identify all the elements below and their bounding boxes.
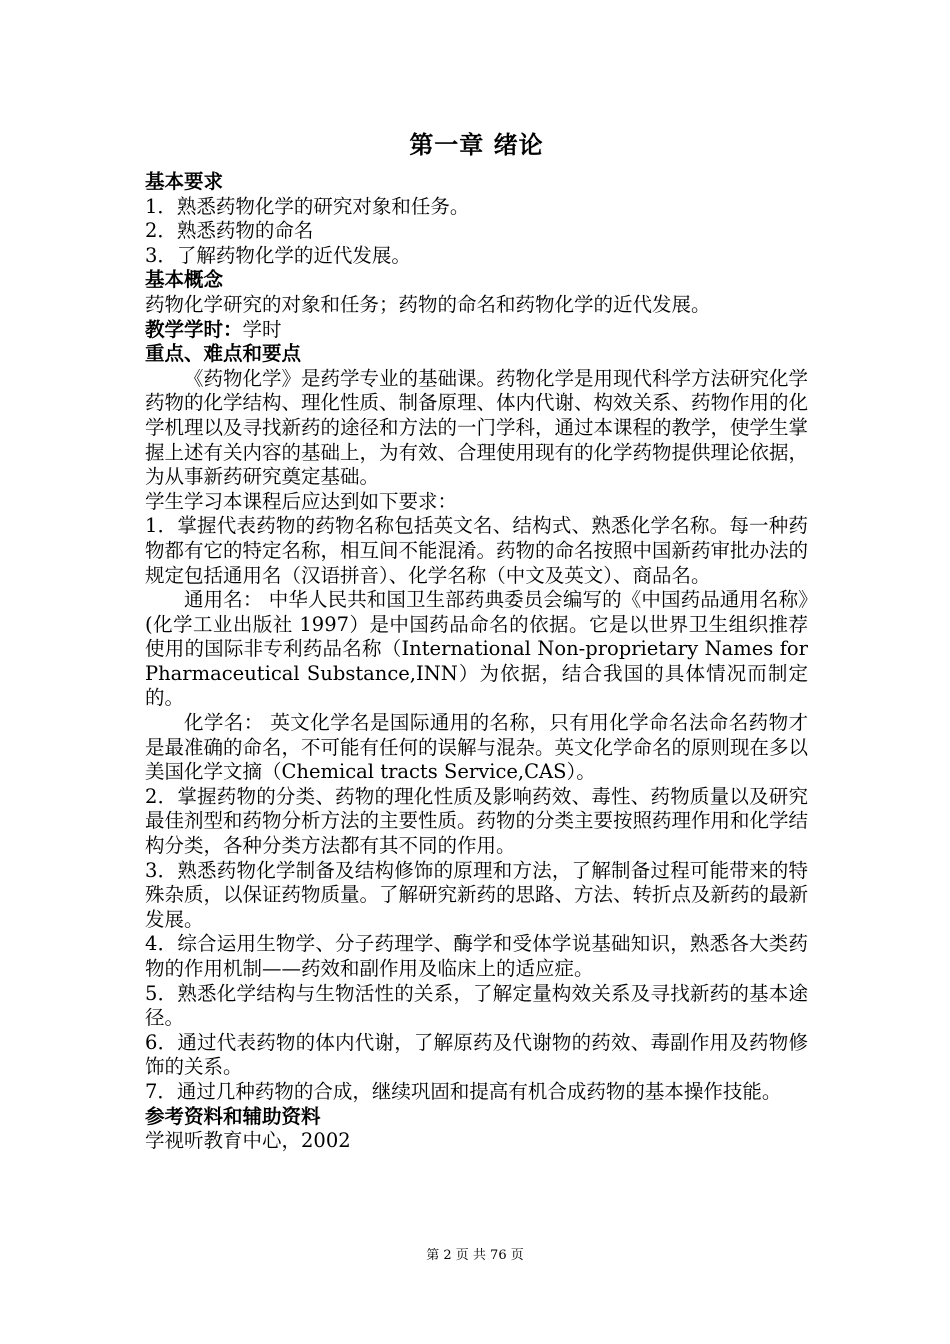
generic-name-paragraph: 通用名： 中华人民共和国卫生部药典委员会编写的《中国药品通用名称》(化学工业出版社 1997）是中国药品命名的依据。它是以世界卫生组织推荐使用的国际非专利药品名称（International Non-proprietary Names for Pharmaceutical Substance,INN）为依据，结合我国的具体情况而制定的。	[145, 588, 808, 710]
requirements-heading: 基本要求	[145, 170, 224, 193]
key-points-lead: 学生学习本课程后应达到如下要求：	[145, 489, 458, 513]
concepts-text: 药物化学研究的对象和任务；药物的命名和药物化学的近代发展。	[145, 292, 711, 316]
requirement-item-2: 2．熟悉药物的命名	[145, 219, 314, 243]
requirement-item-1: 1．熟悉药物化学的研究对象和任务。	[145, 194, 470, 218]
concepts-heading: 基本概念	[145, 268, 224, 292]
teaching-hours-label: 教学学时：	[145, 317, 243, 341]
key-point-item-7: 7．通过几种药物的合成，继续巩固和提高有机合成药物的基本操作技能。	[145, 1079, 782, 1103]
page-footer: 第 2 页 共 76 页	[426, 1248, 524, 1263]
key-point-item-1: 1．掌握代表药物的药物名称包括英文名、结构式、熟悉化学名称。每一种药物都有它的特定名称，相互间不能混淆。药物的命名按照中国新药审批办法的规定包括通用名（汉语拼音）、化学名称（中文及英文）、商品名。	[145, 514, 809, 587]
key-point-item-3: 3．熟悉药物化学制备及结构修饰的原理和方法，了解制备过程可能带来的特殊杂质，以保证药物质量。了解研究新药的思路、方法、转折点及新药的最新发展。	[145, 858, 809, 931]
references-text: 学视听教育中心，2002	[145, 1129, 351, 1153]
key-point-item-2: 2．掌握药物的分类、药物的理化性质及影响药效、毒性、药物质量以及研究最佳剂型和药物分析方法的主要性质。药物的分类主要按照药理作用和化学结构分类，各种分类方法都有其不同的作用。	[145, 784, 809, 858]
teaching-hours-value: 学时	[242, 317, 282, 341]
key-points-intro: 《药物化学》是药学专业的基础课。药物化学是用现代科学方法研究化学药物的化学结构、理化性质、制备原理、体内代谢、构效关系、药物作用的化学机理以及寻找新药的途径和方法的一门学科，通过本课程的教学，使学生掌握上述有关内容的基础上，为有效、合理使用现有的化学药物提供理论依据，为从事新药研究奠定基础。	[145, 366, 809, 489]
teaching-hours	[145, 318, 808, 343]
requirement-item-3: 3．了解药物化学的近代发展。	[145, 243, 411, 267]
key-point-item-4: 4．综合运用生物学、分子药理学、酶学和受体学说基础知识，熟悉各大类药物的作用机制——药效和副作用及临床上的适应症。	[145, 932, 808, 980]
key-point-item-6: 6．通过代表药物的体内代谢，了解原药及代谢物的药效、毒副作用及药物修饰的关系。	[145, 1030, 808, 1079]
chapter-title: 第一章 绪论	[409, 130, 544, 159]
key-point-item-5: 5．熟悉化学结构与生物活性的关系，了解定量构效关系及寻找新药的基本途径。	[145, 981, 808, 1030]
page-content	[145, 130, 808, 1154]
chemical-name-paragraph: 化学名： 英文化学名是国际通用的名称，只有用化学命名法命名药物才是最准确的命名，不可能有任何的误解与混杂。英文化学命名的原则现在多以美国化学文摘（Chemical tracts Service,CAS）。	[145, 711, 809, 784]
key-points-heading: 重点、难点和要点	[145, 342, 302, 366]
references-heading: 参考资料和辅助资料	[145, 1104, 321, 1128]
